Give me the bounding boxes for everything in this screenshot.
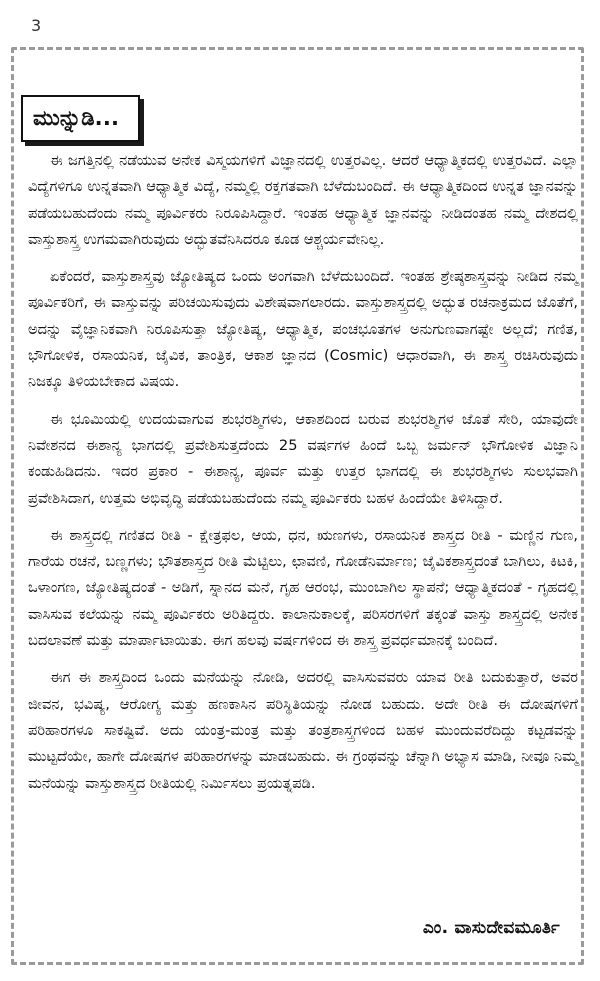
paragraph-3: ಈ ಭೂಮಿಯಲ್ಲಿ ಉದಯವಾಗುವ ಶುಭರಶ್ಮಿಗಳು, ಆಕಾಶದಿಂದ ಬರುವ ಶುಭರಶ್ಮಿಗಳ ಜೊತೆ ಸೇರಿ, ಯಾವುದೇ ನಿವೇಶನದ ಈಶಾನ್ಯ ಭಾಗದಲ್ಲಿ ಪ್ರವೇಶಿಸುತ್ತದೆಂದು 25 ವರ್ಷಗಳ ಹಿಂದೆ ಒಬ್ಬ ಜರ್ಮನ್ ಭೌಗೋಳಿಕ ವಿಜ್ಞಾನಿ ಕಂಡುಹಿಡಿದನು. ಇದರ ಪ್ರಕಾರ - ಈಶಾನ್ಯ, ಪೂರ್ವ ಮತ್ತು ಉತ್ತರ ಭಾಗದಲ್ಲಿ ಈ ಶುಭರಶ್ಮಿಗಳು ಸುಲಭವಾಗಿ ಪ್ರವೇಶಿಸಿದಾಗ, ಉತ್ತಮ ಅಭಿವೃದ್ಧಿ ಪಡೆಯಬಹುದೆಂದು ನಮ್ಮ ಪೂರ್ವಿಕರು ಬಹಳ ಹಿಂದೆಯೇ ತಿಳಿಸಿದ್ದಾರೆ. [28, 410, 578, 507]
paragraph-2: ಏಕೆಂದರೆ, ವಾಸ್ತುಶಾಸ್ತ್ರವು ಜ್ಯೋತಿಷ್ಯದ ಒಂದು ಅಂಗವಾಗಿ ಬೆಳೆದುಬಂದಿದೆ. ಇಂತಹ ಶ್ರೇಷ್ಠಶಾಸ್ತ್ರವನ್ನು ನೀಡಿದ ನಮ್ಮ ಪೂರ್ವಿಕರಿಗೆ, ಈ ವಾಸ್ತುವನ್ನು ಪರಿಚಯಿಸುವುದು ವಿಶೇಷವಾಗಲಾರದು. ವಾಸ್ತುಶಾಸ್ತ್ರದಲ್ಲಿ ಅದ್ಭುತ ರಚನಾಕ್ರಮದ ಜೊತೆಗೆ, ಅದನ್ನು ವೈಜ್ಞಾನಿಕವಾಗಿ ನಿರೂಪಿಸುತ್ತಾ ಜ್ಯೋತಿಷ್ಯ, ಆಧ್ಯಾತ್ಮಿಕ, ಪಂಚಭೂತಗಳ ಅನುಗುಣವಾಗಷ್ಟೇ ಅಲ್ಲದೆ; ಗಣಿತ, ಭೌಗೋಳಿಕ, ರಸಾಯನಿಕ, ಜೈವಿಕ, ತಾಂತ್ರಿಕ, ಆಕಾಶ ಜ್ಞಾನದ (Cosmic) ಆಧಾರವಾಗಿ, ಈ ಶಾಸ್ತ್ರ ರಚಿಸಿರುವುದು ನಿಜಕ್ಕೂ ತಿಳಿಯಬೇಕಾದ ವಿಷಯ. [28, 268, 578, 391]
page-number: 3 [31, 16, 42, 35]
author-signature: ಎಂ. ವಾಸುದೇವಮೂರ್ತಿ [422, 918, 560, 938]
paragraph-4: ಈ ಶಾಸ್ತ್ರದಲ್ಲಿ ಗಣಿತದ ರೀತಿ - ಕ್ಷೇತ್ರಫಲ, ಆಯ, ಧನ, ಋಣಗಳು, ರಸಾಯನಿಕ ಶಾಸ್ತ್ರದ ರೀತಿ - ಮಣ್ಣಿನ ಗುಣ, ಗಾರೆಯ ರಚನೆ, ಬಣ್ಣಗಳು; ಭೌತಶಾಸ್ತ್ರದ ರೀತಿ ಮೆಟ್ಟಿಲು, ಛಾವಣಿ, ಗೋಡೆನಿರ್ಮಾಣ; ಜೈವಿಕಶಾಸ್ತ್ರದಂತೆ ಬಾಗಿಲು, ಕಿಟಕಿ, ಒಳಾಂಗಣ, ಜ್ಯೋತಿಷ್ಯದಂತೆ - ಅಡಿಗೆ, ಸ್ನಾನದ ಮನೆ, ಗೃಹ ಆರಂಭ, ಮುಂಬಾಗಿಲ ಸ್ಥಾಪನೆ; ಆಧ್ಯಾತ್ಮಿಕದಂತೆ - ಗೃಹದಲ್ಲಿ ವಾಸಿಸುವ ಕಲೆಯನ್ನು ನಮ್ಮ ಪೂರ್ವಿಕರು ಅರಿತಿದ್ದರು. ಕಾಲಾನುಕಾಲಕ್ಕೆ, ಪರಿಸರಗಳಿಗೆ ತಕ್ಕಂತೆ ವಾಸ್ತು ಶಾಸ್ತ್ರದಲ್ಲಿ ಅನೇಕ ಬದಲಾವಣೆ ಮತ್ತು ಮಾರ್ಪಾಟಾಯಿತು. ಈಗ ಹಲವು ವರ್ಷಗಳಿಂದ ಈ ಶಾಸ್ತ್ರ ಪ್ರವರ್ಧಮಾನಕ್ಕೆ ಬಂದಿದೆ. [28, 526, 578, 650]
paragraph-1: ಈ ಜಗತ್ತಿನಲ್ಲಿ ನಡೆಯುವ ಅನೇಕ ವಿಸ್ಮಯಗಳಿಗೆ ವಿಜ್ಞಾನದಲ್ಲಿ ಉತ್ತರವಿಲ್ಲ. ಆದರೆ ಆಧ್ಯಾತ್ಮಿಕದಲ್ಲಿ ಉತ್ತರವಿದೆ. ಎಲ್ಲಾ ವಿದ್ಯೆಗಳಿಗೂ ಉನ್ನತವಾಗಿ ಆಧ್ಯಾತ್ಮಿಕ ವಿದ್ಯೆ, ನಮ್ಮಲ್ಲಿ ರಕ್ತಗತವಾಗಿ ಬೆಳೆದುಬಂದಿದೆ. ಈ ಆಧ್ಯಾತ್ಮಿಕದಿಂದ ಉನ್ನತ ಜ್ಞಾನವನ್ನು ಪಡೆಯಬಹುದೆಂದು ನಮ್ಮ ಪೂರ್ವಿಕರು ನಿರೂಪಿಸಿದ್ದಾರೆ. ಇಂತಹ ಆಧ್ಯಾತ್ಮಿಕ ಜ್ಞಾನವನ್ನು ನೀಡಿದಂತಹ ನಮ್ಮ ದೇಶದಲ್ಲಿ ವಾಸ್ತುಶಾಸ್ತ್ರ ಉಗಮವಾಗಿರುವುದು ಅದ್ಭುತವೆನಿಸಿದರೂ ಕೂಡ ಆಶ್ಚರ್ಯವೇನಿಲ್ಲ. [28, 152, 578, 248]
preface-body [28, 148, 578, 808]
section-title: ಮುನ್ನುಡಿ... [21, 95, 140, 142]
paragraph-5: ಈಗ ಈ ಶಾಸ್ತ್ರದಿಂದ ಒಂದು ಮನೆಯನ್ನು ನೋಡಿ, ಅದರಲ್ಲಿ ವಾಸಿಸುವವರು ಯಾವ ರೀತಿ ಬದುಕುತ್ತಾರೆ, ಅವರ ಜೀವನ, ಭವಿಷ್ಯ, ಆರೋಗ್ಯ ಮತ್ತು ಹಣಕಾಸಿನ ಪರಿಸ್ಥಿತಿಯನ್ನು ನೋಡ ಬಹುದು. ಅದೇ ರೀತಿ ಈ ದೋಷಗಳಿಗೆ ಪರಿಹಾರಗಳೂ ಸಾಕಷ್ಟಿವೆ. ಅದು ಯಂತ್ರ-ಮಂತ್ರ ಮತ್ತು ತಂತ್ರಶಾಸ್ತ್ರಗಳಿಂದ ಬಹಳ ಮುಂದುವರೆದಿದ್ದು ಕಟ್ಟಡವನ್ನು ಮುಟ್ಟದೆಯೇ, ಹಾಗೇ ದೋಷಗಳ ಪರಿಹಾರಗಳನ್ನು ಮಾಡಬಹುದು. ಈ ಗ್ರಂಥವನ್ನು ಚೆನ್ನಾಗಿ ಅಭ್ಯಾಸ ಮಾಡಿ, ನೀವೂ ನಿಮ್ಮ ಮನೆಯನ್ನು ವಾಸ್ತುಶಾಸ್ತ್ರದ ರೀತಿಯಲ್ಲಿ ನಿರ್ಮಿಸಲು ಪ್ರಯತ್ನಪಡಿ. [28, 669, 578, 792]
